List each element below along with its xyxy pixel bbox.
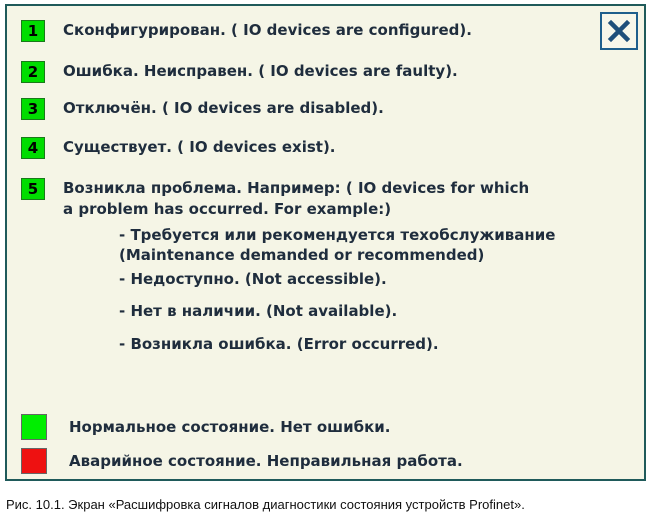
green-status-swatch xyxy=(21,414,47,440)
problem-example-not-accessible: - Недоступно. (Not accessible). xyxy=(119,270,387,288)
status-number-badge: 1 xyxy=(21,20,45,42)
status-number-badge: 3 xyxy=(21,98,45,120)
status-item-1 xyxy=(21,20,472,42)
close-button[interactable] xyxy=(600,12,638,50)
status-item-text: Возникла проблема. Например: ( IO devices for which a problem has occurred. For example:) xyxy=(63,179,530,218)
status-number-badge: 5 xyxy=(21,178,45,200)
status-item-text: Ошибка. Неисправен. ( IO devices are faulty). xyxy=(63,62,458,80)
close-icon xyxy=(607,19,631,43)
legend-normal xyxy=(21,414,390,440)
legend-fault xyxy=(21,448,463,474)
legend-normal-text: Нормальное состояние. Нет ошибки. xyxy=(69,418,391,436)
status-number-badge: 2 xyxy=(21,61,45,83)
status-item-4 xyxy=(21,137,336,159)
problem-example-maintenance: - Требуется или рекомендуется техобслуживание (Maintenance demanded or recommended) xyxy=(119,226,556,264)
problem-example-not-available: - Нет в наличии. (Not available). xyxy=(119,302,398,320)
problem-example-error: - Возникла ошибка. (Error occurred). xyxy=(119,335,439,353)
status-item-text: Сконфигурирован. ( IO devices are configured). xyxy=(63,21,472,39)
status-item-3 xyxy=(21,98,384,120)
red-status-swatch xyxy=(21,448,47,474)
status-item-5 xyxy=(21,178,529,220)
status-item-2 xyxy=(21,61,458,83)
status-item-text: Существует. ( IO devices exist). xyxy=(63,138,336,156)
status-number-badge: 4 xyxy=(21,137,45,159)
figure-caption: Рис. 10.1. Экран «Расшифровка сигналов диагностики состояния устройств Profinet». xyxy=(6,497,525,512)
legend-fault-text: Аварийное состояние. Неправильная работа. xyxy=(69,452,463,470)
diagnostics-legend-panel xyxy=(5,4,646,481)
status-item-text: Отключён. ( IO devices are disabled). xyxy=(63,99,384,117)
